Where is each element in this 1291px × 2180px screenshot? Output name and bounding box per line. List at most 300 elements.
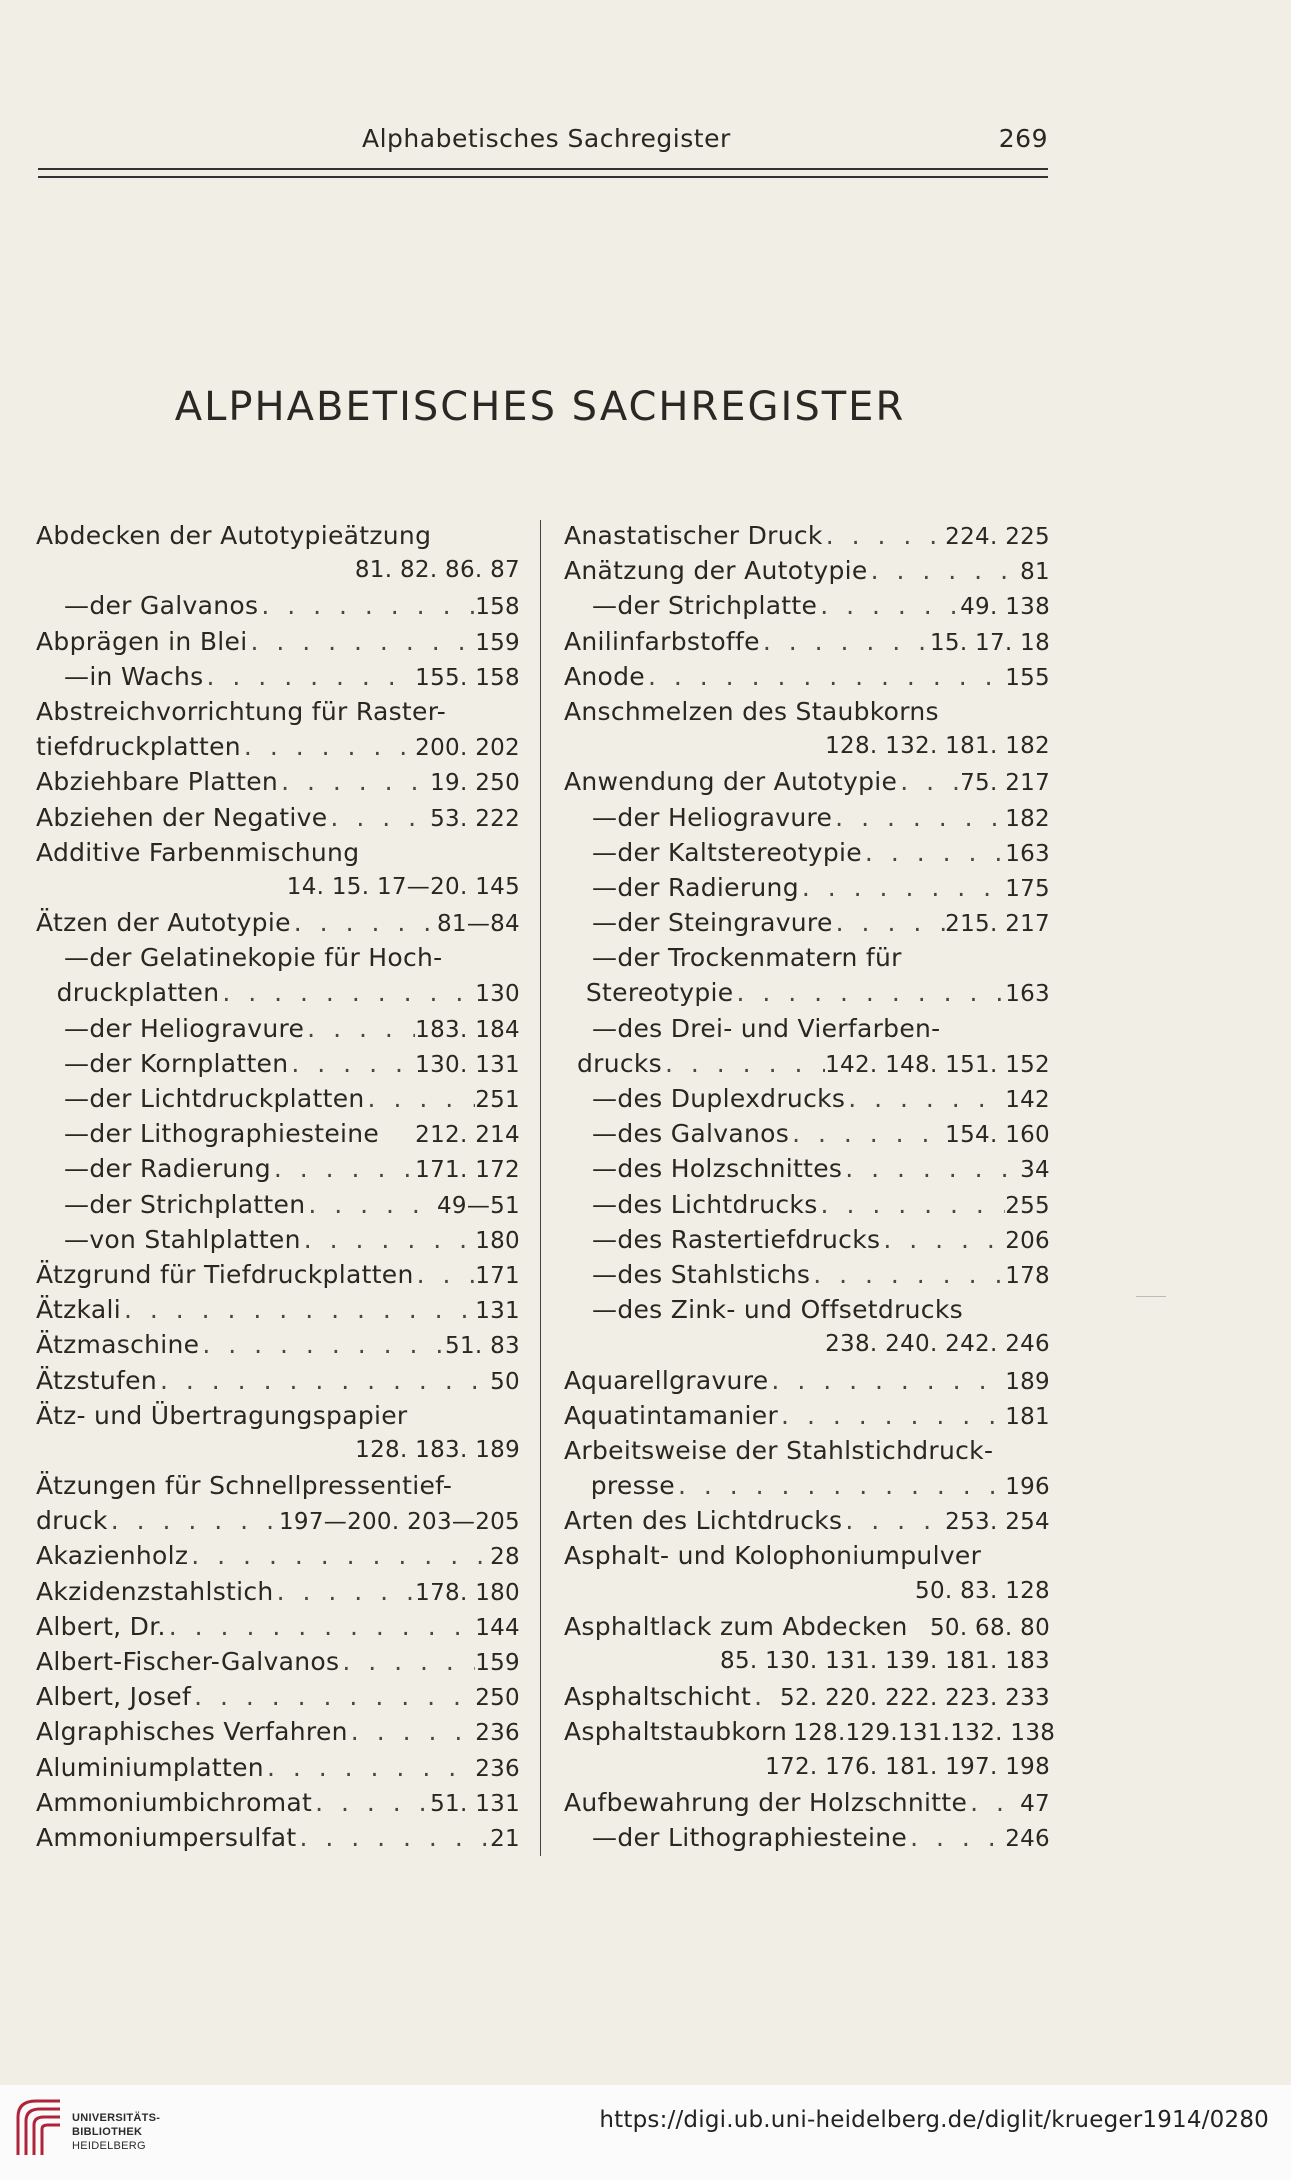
repeat-dash: —: [592, 1119, 618, 1149]
leader-dots: [219, 975, 475, 1010]
leader-dots: [823, 518, 945, 553]
repeat-dash: —: [64, 1224, 90, 1254]
index-entry: [36, 975, 520, 1010]
entry-term: des Stahlstichs: [617, 1259, 811, 1289]
university-library-logo-icon: [14, 2095, 66, 2159]
index-entry: [564, 553, 1050, 588]
margin-mark: [1136, 1296, 1166, 1297]
entry-term: des Galvanos: [617, 1119, 790, 1149]
entry-term: Additive Farbenmischung: [36, 837, 360, 867]
leader-dots: [199, 1327, 445, 1362]
entry-term: Abziehbare Platten: [36, 767, 279, 797]
page-references: 81: [1020, 559, 1050, 586]
page-references: 158: [475, 594, 520, 621]
page-references: 47: [1020, 1790, 1050, 1817]
repeat-dash: —: [64, 591, 90, 621]
leader-dots: [304, 1011, 415, 1046]
entry-term: Akazienholz: [36, 1541, 189, 1571]
entry-term: des Zink- und Offsetdrucks: [617, 1295, 963, 1325]
page-references: 50: [490, 1368, 520, 1395]
leader-dots: [301, 1222, 475, 1257]
entry-term: Stereotypie: [585, 978, 734, 1008]
leader-dots: [157, 1363, 490, 1398]
leader-dots: [296, 1820, 490, 1855]
index-entry: [564, 1327, 1050, 1362]
leader-dots: [264, 1750, 475, 1785]
entry-term: der Heliogravure: [617, 802, 833, 832]
entry-term: der Lithographiesteine: [617, 1822, 908, 1852]
entry-term: des Duplexdrucks: [617, 1084, 846, 1113]
entry-term: Akzidenzstahlstich: [36, 1576, 274, 1606]
leader-dots: [247, 624, 475, 659]
page-references: 238. 240. 242. 246: [825, 1331, 1050, 1358]
repeat-dash: —: [592, 1822, 618, 1852]
page-references: 34: [1020, 1157, 1050, 1184]
index-entry: [564, 1081, 1050, 1116]
viewer-footer: [0, 2085, 1291, 2180]
index-entry: [36, 1011, 520, 1046]
leader-dots: [733, 975, 1005, 1010]
index-entry: [564, 1257, 1050, 1292]
page-references: 19. 250: [430, 770, 520, 797]
leader-dots: [880, 1222, 1005, 1257]
index-entry: [36, 1398, 520, 1433]
entry-term: Abdecken der Autotypieätzung: [36, 521, 432, 550]
page-references: 144: [475, 1614, 520, 1641]
entry-term: Asphaltschicht: [564, 1682, 752, 1712]
repeat-dash: —: [64, 1189, 90, 1219]
leader-dots: [862, 835, 1005, 870]
leader-dots: [166, 1609, 475, 1644]
leader-dots: [312, 1785, 430, 1820]
entry-term: Albert, Josef: [36, 1682, 192, 1712]
repeat-dash: —: [64, 1048, 90, 1078]
page-references: 49—51: [436, 1192, 520, 1219]
index-entry: [36, 800, 520, 835]
page-references: 85. 130. 131. 139. 181. 183: [720, 1648, 1050, 1674]
entry-term: des Holzschnittes: [617, 1154, 843, 1184]
entry-term: der Radierung: [617, 872, 799, 902]
leader-dots: [810, 1257, 1005, 1292]
leader-dots: [842, 1503, 945, 1538]
index-entry: [36, 659, 520, 694]
entry-term: presse: [590, 1471, 675, 1501]
page-references: 155: [1005, 664, 1050, 691]
leader-dots: [108, 1503, 279, 1538]
index-entry: [564, 1046, 1050, 1081]
page-references: 51. 131: [430, 1790, 520, 1817]
repeat-dash: —: [592, 1189, 618, 1219]
entry-term: Asphaltstaubkorn: [564, 1717, 788, 1747]
entry-term: Ätzen der Autotypie: [36, 908, 291, 938]
index-entry: [564, 1433, 1050, 1468]
page-references: 183. 184: [415, 1016, 520, 1043]
index-entry: [564, 764, 1050, 799]
index-entry: [36, 1292, 520, 1327]
entry-term: der Lithographiesteine: [89, 1119, 380, 1149]
page-references: 178: [1005, 1262, 1050, 1289]
leader-dots: [291, 905, 437, 940]
index-entry: [36, 624, 520, 659]
repeat-dash: —: [592, 1224, 618, 1254]
page-references: 253. 254: [945, 1509, 1050, 1536]
leader-dots: [832, 800, 1005, 835]
index-entry: [36, 1820, 520, 1855]
index-entry: [36, 1679, 520, 1714]
entry-term: der Kaltstereotypie: [617, 837, 862, 867]
index-entry: [564, 1538, 1050, 1573]
index-entry: [564, 1398, 1050, 1433]
leader-dots: [967, 1785, 1020, 1820]
index-entry: [564, 800, 1050, 835]
entry-term: Anode: [564, 661, 645, 691]
leader-dots: [121, 1292, 475, 1327]
entry-term: der Kornplatten: [89, 1048, 289, 1078]
index-entry: [564, 518, 1050, 553]
index-entry: [36, 1327, 520, 1362]
page-references: 50. 68. 80: [929, 1614, 1050, 1641]
index-entry: [564, 1011, 1050, 1046]
entry-term: Anastatischer Druck: [564, 521, 823, 550]
page-references: 250: [475, 1685, 520, 1712]
leader-dots: [907, 1820, 1005, 1855]
entry-term: Abprägen in Blei: [36, 626, 248, 656]
index-entry: [36, 1574, 520, 1609]
entry-term: Ätzmaschine: [36, 1330, 200, 1360]
index-entry: [36, 1538, 520, 1573]
header-rule-bottom: [38, 176, 1048, 178]
index-entry: [36, 1503, 520, 1538]
logo-line-2: BIBLIOTHEK: [72, 2126, 143, 2138]
page-title: ALPHABETISCHES SACHREGISTER: [174, 384, 906, 430]
page-references: 189: [1005, 1368, 1050, 1395]
column-divider: [540, 520, 541, 1856]
repeat-dash: —: [64, 661, 90, 691]
entry-term: Abstreichvorrichtung für Raster-: [36, 696, 447, 726]
entry-term: Ammoniumbichromat: [36, 1787, 313, 1817]
page-references: 130: [475, 981, 520, 1008]
entry-term: Ätzgrund für Tiefdruckplatten: [36, 1259, 414, 1289]
index-entry: [36, 1187, 520, 1222]
entry-term: von Stahlplatten: [89, 1224, 301, 1254]
header-rule-top: [38, 168, 1048, 170]
index-entry: [564, 1609, 1050, 1644]
index-entry: [564, 835, 1050, 870]
repeat-dash: —: [592, 1013, 618, 1043]
page-references: 128. 183. 189: [355, 1436, 520, 1463]
page-references: 142. 148. 151. 152: [825, 1051, 1050, 1078]
leader-dots: [278, 764, 430, 799]
index-entry: [36, 518, 520, 553]
page-references: 215. 217: [945, 911, 1050, 938]
leader-dots: [817, 588, 960, 623]
entry-term: Algraphisches Verfahren: [36, 1717, 348, 1747]
leader-dots: [274, 1574, 416, 1609]
source-url-link[interactable]: https://digi.ub.uni-heidelberg.de/diglit/krueger1914/0280: [599, 2107, 1269, 2133]
page-references: 163: [1005, 981, 1050, 1008]
entry-term: der Radierung: [89, 1154, 271, 1184]
entry-term: der Galvanos: [89, 591, 259, 621]
page-references: 15. 17. 18: [929, 629, 1050, 656]
index-entry: [564, 1503, 1050, 1538]
page-references: 53. 222: [430, 805, 520, 832]
page-references: 28: [490, 1544, 520, 1571]
leader-dots: [365, 1081, 476, 1116]
page-references: 246: [1005, 1825, 1050, 1852]
page-references: 163: [1005, 840, 1050, 867]
leader-dots: [258, 588, 475, 623]
entry-term: Aluminiumplatten: [36, 1752, 264, 1782]
page-references: 200. 202: [415, 735, 520, 762]
page-references: 212. 214: [415, 1122, 520, 1149]
index-entry: [36, 1363, 520, 1398]
page-references: 75. 217: [960, 770, 1050, 797]
index-entry: [564, 1785, 1050, 1820]
entry-term: der Strichplatte: [617, 591, 818, 621]
leader-dots: [675, 1468, 1005, 1503]
page-references: 128.129.131.132. 138: [793, 1720, 1056, 1747]
index-entry: [36, 1081, 520, 1116]
page-references: 131: [475, 1298, 520, 1325]
index-entry: [36, 940, 520, 975]
logo-line-3: HEIDELBERG: [72, 2140, 146, 2152]
index-entry: [564, 905, 1050, 940]
index-entry: [36, 1609, 520, 1644]
index-entry: [36, 1116, 520, 1151]
leader-dots: [897, 764, 960, 799]
leader-dots: [241, 729, 415, 764]
leader-dots: [768, 1363, 1005, 1398]
page-references: 171: [475, 1262, 520, 1289]
repeat-dash: —: [64, 1154, 90, 1184]
index-entry: [564, 694, 1050, 729]
entry-term: Anschmelzen des Staubkorns: [564, 696, 939, 726]
entry-term: der Gelatinekopie für Hoch-: [89, 943, 443, 973]
page-references: 224. 225: [945, 524, 1050, 550]
page-references: 142: [1005, 1087, 1050, 1113]
leader-dots: [778, 1398, 1005, 1433]
index-entry: [564, 1750, 1050, 1785]
entry-term: Ammoniumpersulfat: [36, 1822, 297, 1852]
page-references: 50. 83. 128: [915, 1577, 1050, 1604]
page-references: 196: [1005, 1474, 1050, 1501]
repeat-dash: —: [64, 943, 90, 973]
page-references: 172. 176. 181. 197. 198: [765, 1753, 1050, 1780]
page-references: 51. 83: [445, 1333, 520, 1360]
index-entry: [36, 1257, 520, 1292]
index-entry: [36, 588, 520, 623]
index-entry: [564, 1644, 1050, 1679]
index-entry: [36, 1785, 520, 1820]
leader-dots: [760, 624, 930, 659]
index-entry: [36, 1468, 520, 1503]
index-entry: [564, 1820, 1050, 1855]
page-references: 130. 131: [415, 1051, 520, 1078]
repeat-dash: —: [592, 1084, 618, 1113]
index-entry: [36, 870, 520, 905]
repeat-dash: —: [592, 1259, 618, 1289]
repeat-dash: —: [592, 943, 618, 973]
page-references: 175: [1005, 875, 1050, 902]
page-references: 128. 132. 181. 182: [825, 733, 1050, 760]
index-entry: [564, 1292, 1050, 1327]
entry-term: Arten des Lichtdrucks: [564, 1506, 843, 1536]
index-entry: [564, 1222, 1050, 1257]
leader-dots: [833, 905, 946, 940]
page-references: 21: [490, 1825, 520, 1852]
repeat-dash: —: [64, 1119, 90, 1149]
page-references: 182: [1005, 805, 1050, 832]
page-references: 181: [1005, 1403, 1050, 1430]
entry-term: druckplatten: [56, 978, 220, 1008]
entry-term: Aquarellgravure: [564, 1365, 769, 1395]
page-references: 14. 15. 17—20. 145: [286, 873, 520, 900]
entry-term: Anilinfarbstoffe: [564, 626, 760, 656]
leader-dots: [789, 1116, 945, 1151]
entry-term: Abziehen der Negative: [36, 802, 328, 832]
page-references: 159: [475, 629, 520, 656]
page-references: 180: [475, 1227, 520, 1254]
leader-dots: [645, 659, 1005, 694]
index-entry: [36, 1151, 520, 1186]
entry-term: der Trockenmatern für: [617, 943, 902, 973]
page-references: 154. 160: [945, 1122, 1050, 1149]
entry-term: der Steingravure: [617, 908, 833, 938]
repeat-dash: —: [592, 591, 618, 621]
page-references: 255: [1005, 1192, 1050, 1219]
repeat-dash: —: [64, 1013, 90, 1043]
entry-term: Aufbewahrung der Holzschnitte: [564, 1787, 968, 1817]
leader-dots: [348, 1714, 475, 1749]
entry-term: Anätzung der Autotypie: [564, 556, 868, 586]
leader-dots: [339, 1644, 475, 1679]
index-entry: [564, 659, 1050, 694]
leader-dots: [204, 659, 416, 694]
leader-dots: [799, 870, 1005, 905]
page-references: 155. 158: [415, 664, 520, 691]
page-references: 236: [475, 1755, 520, 1782]
page-references: 197—200. 203—205: [278, 1509, 520, 1536]
leader-dots: [191, 1679, 475, 1714]
index-entry: [564, 1151, 1050, 1186]
leader-dots: [868, 553, 1021, 588]
index-entry: [36, 764, 520, 799]
index-entry: [564, 940, 1050, 975]
repeat-dash: —: [592, 802, 618, 832]
entry-term: des Drei- und Vierfarben-: [617, 1013, 941, 1043]
index-entry: [36, 729, 520, 764]
page-references: 81—84: [436, 911, 520, 938]
repeat-dash: —: [592, 1295, 618, 1325]
entry-term: Ätz- und Übertragungspapier: [36, 1400, 408, 1430]
page-references: 236: [475, 1720, 520, 1747]
running-header-title: Alphabetisches Sachregister: [362, 124, 731, 153]
entry-term: des Rastertiefdrucks: [617, 1224, 881, 1254]
index-entry: [564, 1468, 1050, 1503]
page-references: 81. 82. 86. 87: [354, 557, 520, 584]
index-entry: [564, 624, 1050, 659]
entry-term: Albert, Dr.: [36, 1611, 166, 1641]
page-references: 206: [1005, 1227, 1050, 1254]
repeat-dash: —: [592, 1154, 618, 1184]
page-references: 171. 172: [415, 1157, 520, 1184]
logo-line-1: UNIVERSITÄTS-: [72, 2112, 161, 2124]
index-entry: [564, 729, 1050, 764]
index-column-left: [36, 518, 520, 1855]
index-entry: [36, 1750, 520, 1785]
page-references: 178. 180: [415, 1579, 520, 1606]
entry-term: der Heliogravure: [89, 1013, 305, 1043]
index-entry: [564, 975, 1050, 1010]
entry-term: Ätzstufen: [36, 1365, 157, 1395]
index-entry: [564, 1363, 1050, 1398]
index-entry: [36, 1222, 520, 1257]
entry-term: Albert-Fischer-Galvanos: [36, 1647, 340, 1676]
entry-term: Arbeitsweise der Stahlstichdruck-: [564, 1435, 994, 1465]
index-entry: [564, 588, 1050, 623]
index-column-right: [564, 518, 1056, 1855]
page-references: 49. 138: [960, 594, 1050, 621]
leader-dots: [188, 1538, 490, 1573]
index-entry: [564, 1574, 1050, 1609]
repeat-dash: —: [64, 1084, 90, 1113]
library-logo-text: [72, 2111, 160, 2153]
index-entry: [564, 1679, 1050, 1714]
index-entry: [36, 1046, 520, 1081]
entry-term: in Wachs: [89, 661, 204, 691]
leader-dots: [662, 1046, 825, 1081]
page-references: 52. 220. 222. 223. 233: [780, 1685, 1050, 1712]
leader-dots: [818, 1187, 1006, 1222]
entry-term: Ätzungen für Schnellpressentief-: [36, 1471, 453, 1501]
index-entry: [36, 553, 520, 588]
leader-dots: [288, 1046, 415, 1081]
entry-term: Anwendung der Autotypie: [564, 767, 898, 797]
entry-term: druck: [36, 1506, 108, 1536]
entry-term: der Strichplatten: [89, 1189, 306, 1219]
index-entry: [564, 1714, 1056, 1749]
leader-dots: [414, 1257, 476, 1292]
leader-dots: [305, 1187, 437, 1222]
leader-dots: [327, 800, 430, 835]
entry-term: Asphalt- und Kolophoniumpulver: [564, 1541, 982, 1571]
repeat-dash: —: [592, 837, 618, 867]
entry-term: Asphaltlack zum Abdecken: [564, 1611, 908, 1641]
index-entry: [36, 694, 520, 729]
index-entry: [36, 835, 520, 870]
index-entry: [36, 1714, 520, 1749]
index-entry: [36, 1433, 520, 1468]
leader-dots: [271, 1151, 415, 1186]
entry-term: tiefdruckplatten: [36, 732, 241, 762]
leader-dots: [845, 1081, 1005, 1116]
index-entry: [564, 870, 1050, 905]
index-entry: [36, 905, 520, 940]
page-references: 251: [475, 1087, 520, 1113]
repeat-dash: —: [592, 872, 618, 902]
page-references: 159: [475, 1650, 520, 1676]
entry-term: Ätzkali: [36, 1295, 121, 1325]
entry-term: Aquatintamanier: [564, 1400, 779, 1430]
entry-term: des Lichtdrucks: [617, 1189, 818, 1219]
entry-term: drucks: [576, 1048, 662, 1078]
index-entry: [36, 1644, 520, 1679]
index-entry: [564, 1187, 1050, 1222]
repeat-dash: —: [592, 908, 618, 938]
page-number: 269: [998, 124, 1048, 153]
entry-term: der Lichtdruckplatten: [89, 1084, 365, 1113]
index-entry: [564, 1116, 1050, 1151]
